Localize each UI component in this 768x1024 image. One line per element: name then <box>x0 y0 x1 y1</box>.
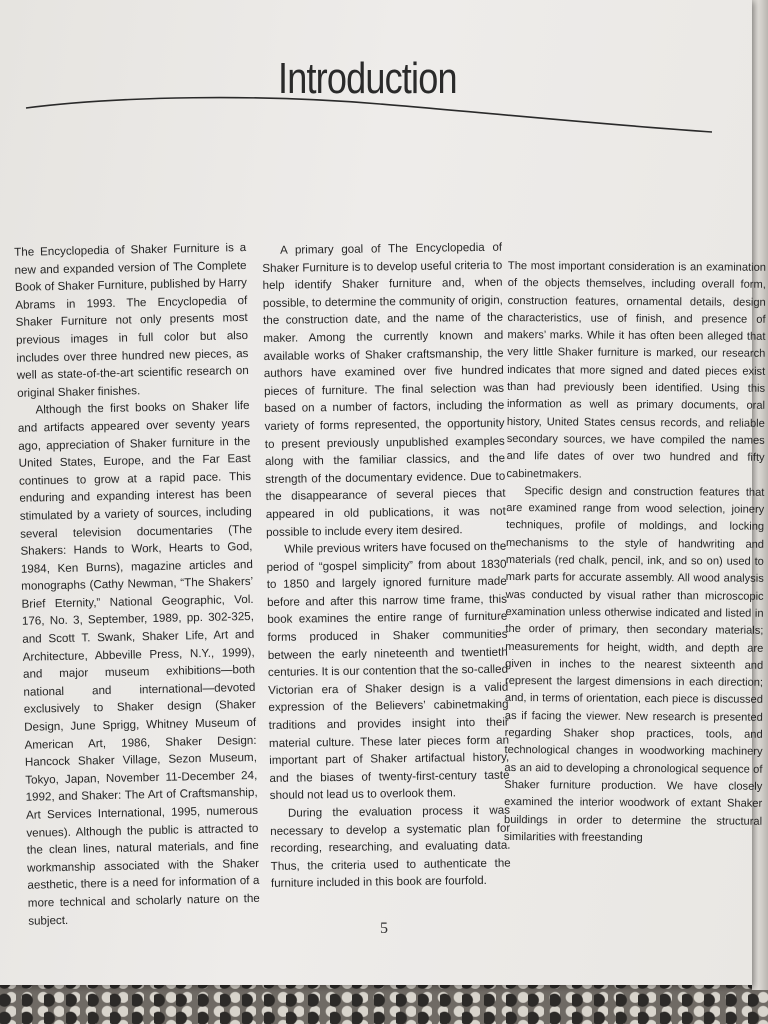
text-column-1 <box>14 239 260 930</box>
paragraph: Although the first books on Shaker life and artifacts appeared over seventy years ago, appreciation of Shaker furniture in the United States, Europe, and the Far East continues to grow at a rapid pace. This enduring and expanding interest has been stimulated by a variety of sources, including several television documentaries (The Shakers: Hands to Work, Hearts to God, 1984, Ken Burns), magazine articles and monographs (Cathy Newman, “The Shakers’ Brief Eternity,” National Geographic, Vol. 176, No. 3, September, 1989, pp. 302-325, and Scott T. Swank, Shaker Life, Art and Architecture, Abbeville Press, N.Y., 1999), and major museum exhibitions—both national and international—devoted exclusively to Shaker design (Shaker Design, June Sprigg, Whitney Museum of American Art, 1986, Shaker Design: Hancock Shaker Village, Sezon Museum, Tokyo, Japan, November 11-December 24, 1992, and Shaker: The Art of Craftsmanship, Art Services International, 1995, numerous venues). Although the public is attracted to the clean lines, natural materials, and fine workmanship associated with the Shaker aesthetic, there is a need for information of a more technical and scholarly nature on the subject. <box>17 399 260 928</box>
text-column-2 <box>262 239 511 893</box>
paragraph: A primary goal of The Encyclopedia of Shaker Furniture is to develop useful criteria to help identify Shaker furniture and, when possible, to determine the community of origin, the construction date, and the name of the maker. Among the currently known and available works of Shaker craftsmanship, the authors have examined over five hundred pieces of furniture. The final selection was based on a number of factors, including the variety of forms represented, the opportunity to present previously unpublished examples along with the familiar classics, and the strength of the documentary evidence. Due to the disappearance of several pieces that appeared in old publications, it was not possible to include every item desired. <box>262 240 506 539</box>
page-number: 5 <box>380 920 388 937</box>
page-title: Introduction <box>278 54 457 103</box>
paragraph: The most important consideration is an examination of the objects themselves, including overall form, construction features, ornamental details, design characteristics, use of finish, and presence of makers’ marks. While it has often been alleged that very little Shaker furniture is marked, our research indicates that more signed and dated pieces exist than had previously been identified. Using this information as well as primary documents, oral history, United States census records, and reliable secondary sources, we have compiled the names and life dates of over two hundred and fifty cabinetmakers. <box>506 259 766 481</box>
paragraph: During the evaluation process it was necessary to develop a systematic plan for recording, researching, and evaluating data. Thus, the criteria used to authenticate the furniture included in this book are fourfold. <box>270 803 511 891</box>
paragraph: The Encyclopedia of Shaker Furniture is a new and expanded version of The Complete Book of Shaker Furniture, published by Harry Abrams in 1993. The Encyclopedia of Shaker Furniture not only presents most previous images in full color but also includes over three hundred new pieces, as well as state-of-the-art scientific research on original Shaker finishes. <box>14 240 249 400</box>
paragraph: While previous writers have focused on the period of “gospel simplicity” from about 1830 to 1850 and largely ignored furniture made before and after this narrow time frame, this book examines the entire range of furniture forms produced in Shaker communities between the early nineteenth and twentieth centuries. It is our contention that the so-called Victorian era of Shaker design is a valid expression of the Believers’ cabinetmaking traditions and provides insight into their material culture. These later pieces form an important part of Shaker artifactual history, and the biases of twenty-first-century taste should not lead us to overlook them. <box>266 539 510 803</box>
text-column-3 <box>504 258 766 848</box>
paragraph: Specific design and construction features that are examined range from wood selection, joinery techniques, profile of moldings, and locking mechanisms to the style of handwriting and materials (red chalk, pencil, ink, and so on) used to mark parts for accurate assembly. All wood analysis was conducted by visual rather than microscopic examination unless otherwise indicated and listed in the order of primary, then secondary materials; measurements for height, width, and depth are given in inches to the nearest sixteenth and represent the largest dimensions in each direction; and, in terms of orientation, each piece is discussed as if facing the viewer. New research is presented regarding Shaker shop practices, tools, and technological changes in woodworking machinery as an aid to developing a chronological sequence of Shaker furniture production. We have closely examined the interior woodwork of extant Shaker buildings in order to determine the structural similarities with freestanding <box>503 484 765 844</box>
